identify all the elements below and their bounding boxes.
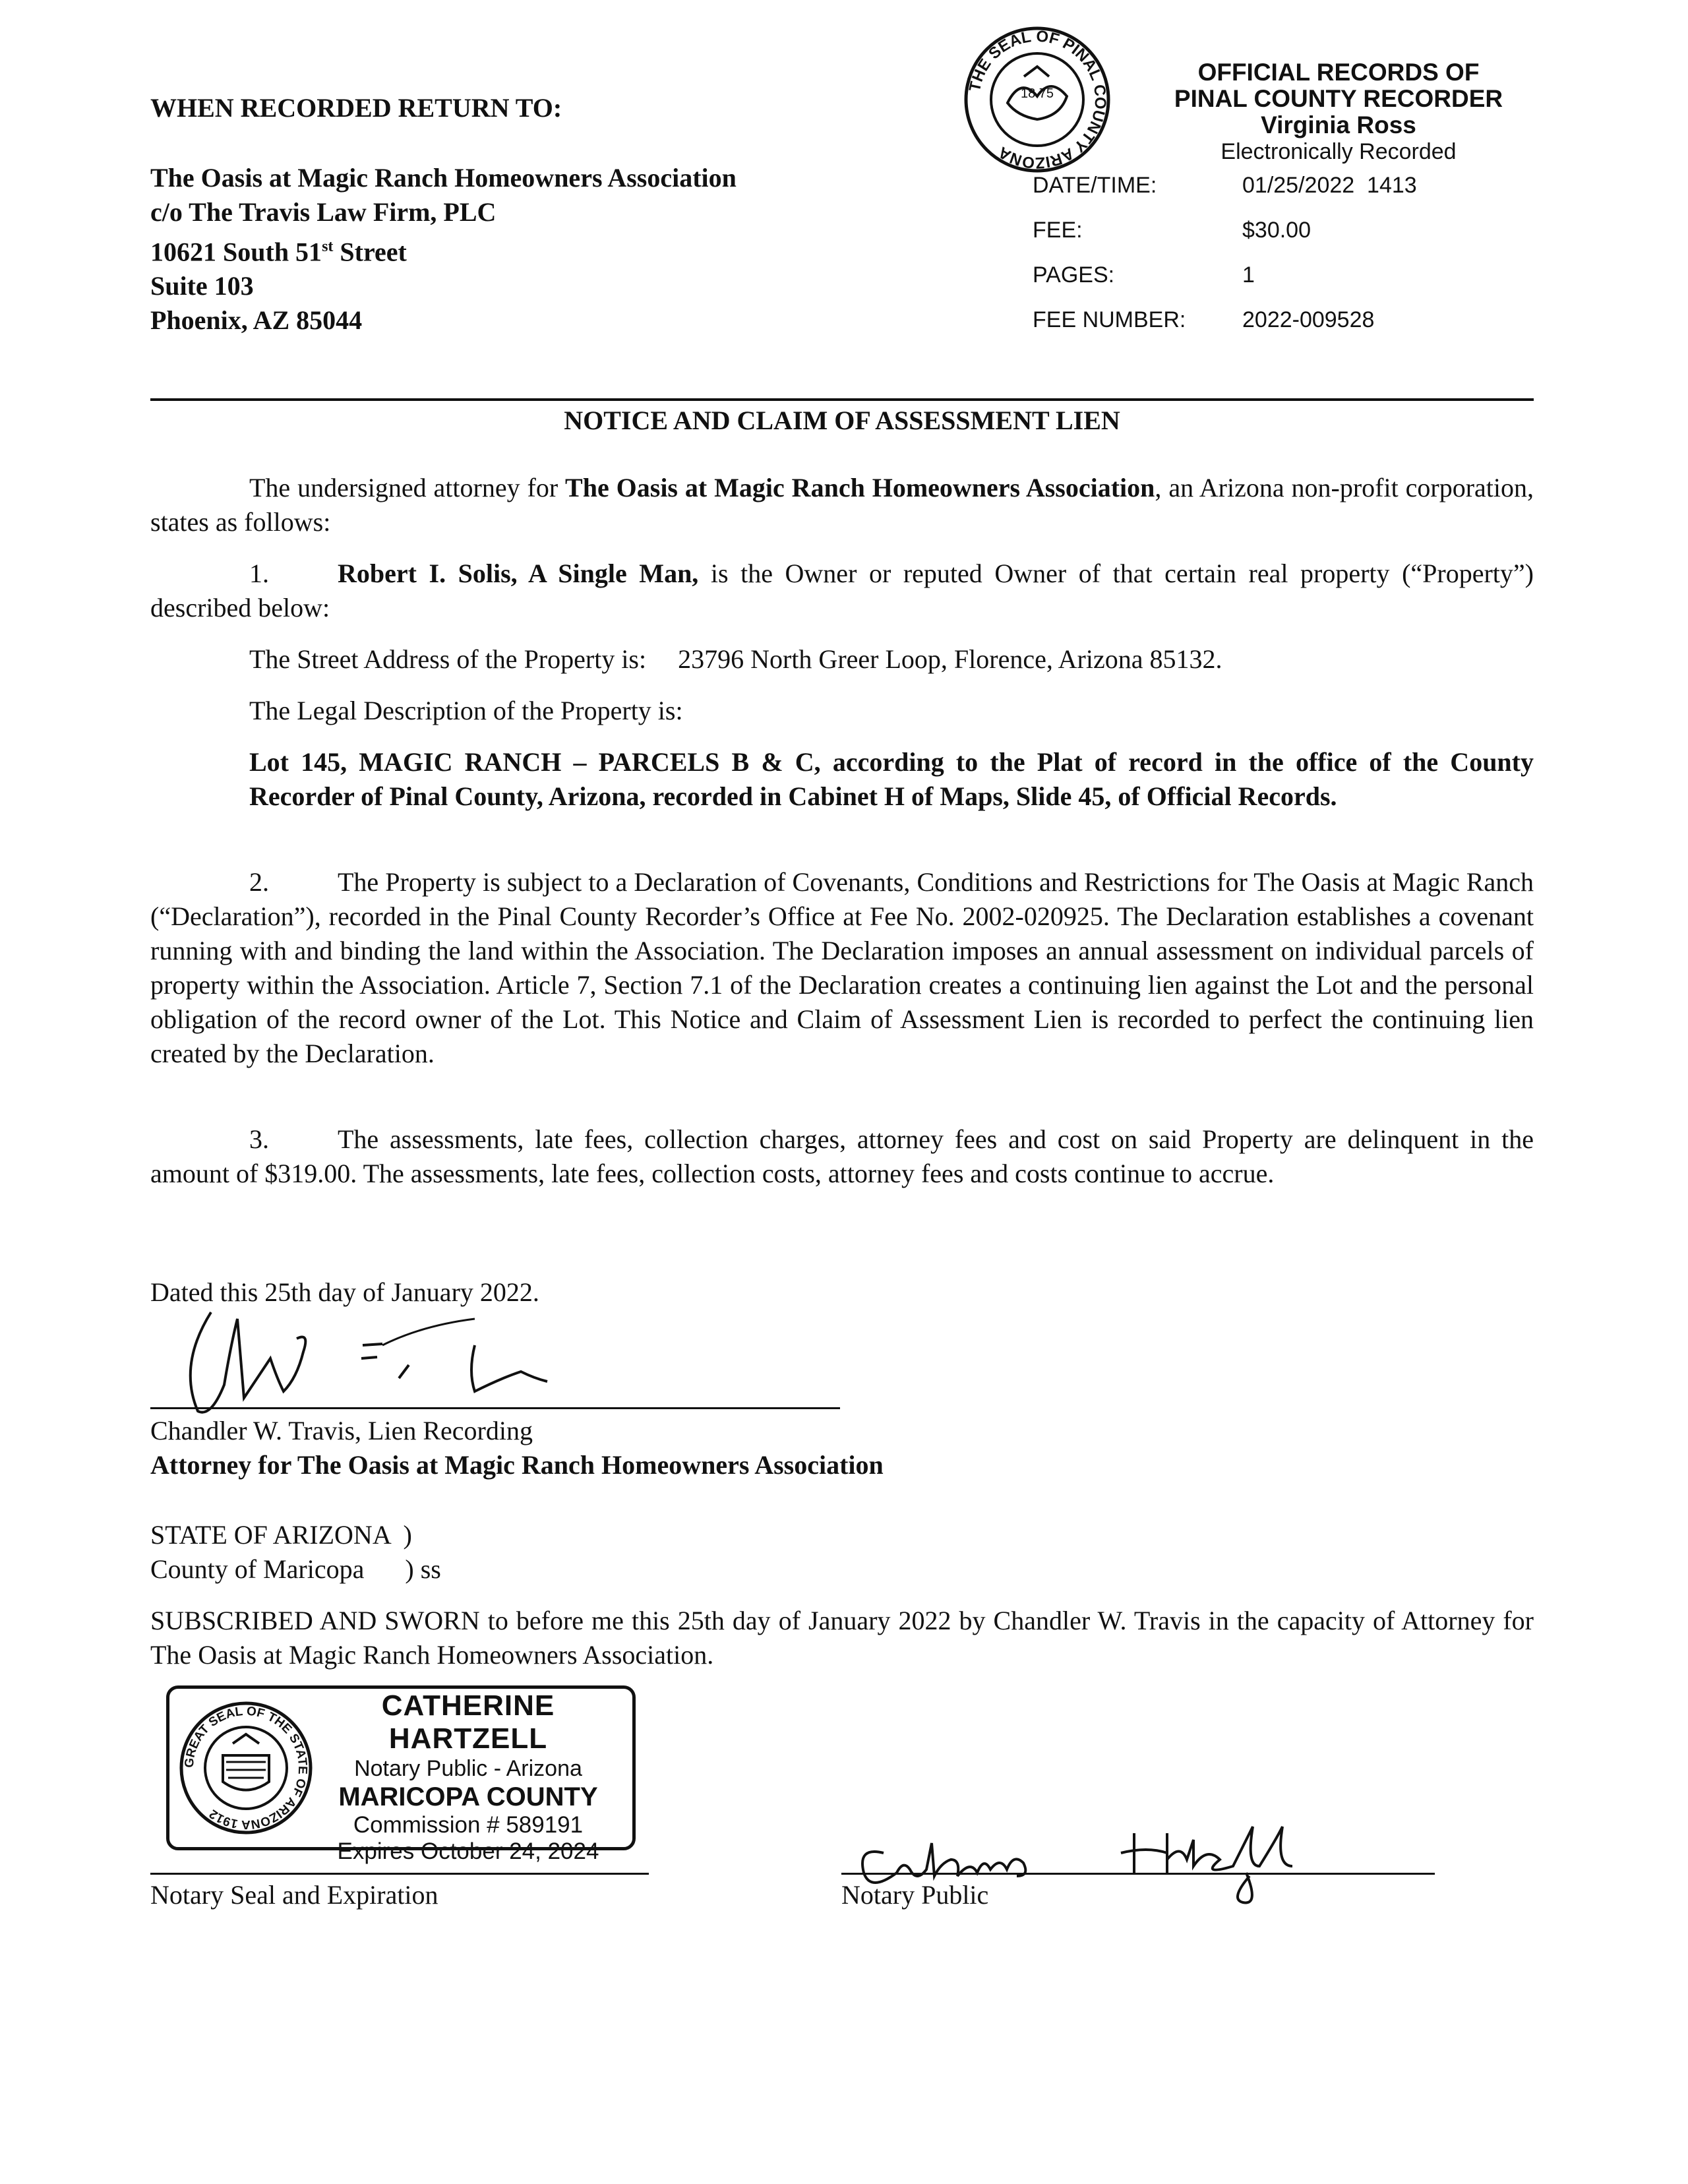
street-address-value: 23796 North Greer Loop, Florence, Arizona 85132.	[678, 644, 1222, 674]
item-number: 1.	[249, 559, 269, 588]
recording-value: 01/25/2022 1413	[1242, 173, 1417, 198]
recorder-title-line: OFFICIAL RECORDS OF	[1197, 59, 1480, 86]
jurat-paragraph: SUBSCRIBED AND SWORN to before me this 25th day of January 2022 by Chandler W. Travis in the capacity of Attorney for The Oasis at Magic Ranch Homeowners Association.	[150, 1606, 1534, 1670]
recording-label: DATE/TIME:	[1033, 173, 1157, 198]
legal-description-label: The Legal Description of the Property is:	[249, 696, 683, 725]
document-title: NOTICE AND CLAIM OF ASSESSMENT LIEN	[564, 406, 1120, 435]
state-seal-ring-text: GREAT SEAL OF THE STATE OF ARIZONA 1912	[182, 1704, 310, 1832]
return-to-line: c/o The Travis Law Firm, PLC	[150, 197, 497, 227]
seal-years: 18 75	[1020, 86, 1054, 101]
street-address-label: The Street Address of the Property is:	[249, 644, 647, 674]
notary-public-label: Notary Public	[841, 1880, 989, 1910]
svg-text:GREAT SEAL OF THE STATE OF ARI	[183, 1705, 309, 1831]
return-to-heading: WHEN RECORDED RETURN TO:	[150, 93, 562, 123]
recording-row	[1033, 218, 1506, 262]
recording-label: FEE NUMBER:	[1033, 307, 1186, 332]
venue-county-name: County of Maricopa	[150, 1554, 365, 1584]
recording-value: $30.00	[1242, 218, 1311, 243]
seal-ring-text: THE SEAL OF PINAL COUNTY ARIZONA	[965, 27, 1110, 172]
recorder-title-line: PINAL COUNTY RECORDER	[1174, 85, 1503, 112]
recorder-status: Electronically Recorded	[1221, 139, 1457, 164]
attorney-signature	[185, 1292, 646, 1424]
item-3-text: The assessments, late fees, collection charges, attorney fees and cost on said Property are delinquent in the amount of $319.00. The assessments, late fees, collection costs, attorney fees and costs continue to accrue.	[150, 1124, 1534, 1188]
notary-jurisdiction: Notary Public - Arizona	[354, 1756, 582, 1781]
intro-paragraph	[150, 471, 1534, 539]
return-to-line: The Oasis at Magic Ranch Homeowners Association	[150, 163, 737, 193]
item-3-paragraph	[150, 1122, 1534, 1191]
notary-signature-line	[841, 1873, 1435, 1875]
street-address-line	[249, 642, 1534, 677]
return-to-line: 10621 South 51st Street	[150, 237, 407, 267]
intro-text: The undersigned attorney for	[249, 473, 566, 502]
attorney-signature-line	[150, 1407, 840, 1409]
recorder-title	[1081, 59, 1596, 165]
recording-row	[1033, 262, 1506, 307]
arizona-state-seal	[177, 1696, 315, 1840]
notary-stamp-text	[310, 1689, 626, 1865]
venue-county	[150, 1554, 441, 1585]
item-number: 3.	[249, 1124, 269, 1154]
recorder-name: Virginia Ross	[1261, 111, 1416, 138]
signer-name: Chandler W. Travis, Lien Recording	[150, 1416, 533, 1445]
recording-row	[1033, 173, 1506, 218]
signer-title: Attorney for The Oasis at Magic Ranch Homeowners Association	[150, 1450, 884, 1480]
item-2-paragraph	[150, 865, 1534, 1071]
item-1-text: is the Owner or reputed Owner of that certain real property (“Property”) described below:	[150, 559, 1534, 622]
owner-name: Robert I. Solis, A Single Man,	[338, 559, 699, 588]
notary-seal-label: Notary Seal and Expiration	[150, 1880, 438, 1910]
notary-seal-line	[150, 1873, 649, 1875]
header-divider	[150, 398, 1534, 401]
item-number: 2.	[249, 867, 269, 897]
intro-text: , an Arizona non-profit corporation, states as follows:	[150, 473, 1534, 537]
item-1-paragraph	[150, 557, 1534, 625]
notary-commission: Commission # 589191	[353, 1812, 584, 1838]
return-to-line: Suite 103	[150, 271, 254, 301]
recording-info-table	[1033, 173, 1506, 352]
recording-row	[1033, 307, 1506, 352]
association-name: The Oasis at Magic Ranch Homeowners Association	[565, 473, 1155, 502]
venue-ss: ) ss	[405, 1554, 441, 1584]
return-to-line: Phoenix, AZ 85044	[150, 305, 363, 336]
recording-value: 2022-009528	[1242, 307, 1375, 332]
venue-state: STATE OF ARIZONA )	[150, 1520, 412, 1550]
recording-label: PAGES:	[1033, 262, 1115, 288]
notary-county: MARICOPA COUNTY	[338, 1782, 598, 1811]
recording-value: 1	[1242, 262, 1255, 288]
item-2-text: The Property is subject to a Declaration of Covenants, Conditions and Restrictions for The Oasis at Magic Ranch (“Declaration”), recorded in the Pinal County Recorder’s Office at Fee No. 2002-020925. The Declaration establishes a covenant running with and binding the land within the Association. The Declaration imposes an annual assessment on individual parcels of property within the Association. Article 7, Section 7.1 of the Declaration creates a continuing lien against the Lot and the personal obligation of the record owner of the Lot. This Notice and Claim of Assessment Lien is recorded to perfect the continuing lien created by the Declaration.	[150, 867, 1534, 1068]
notary-name: CATHERINE HARTZELL	[381, 1689, 555, 1755]
notary-expiration: Expires October 24, 2024	[337, 1838, 599, 1864]
legal-description: Lot 145, MAGIC RANCH – PARCELS B & C, according to the Plat of record in the office of the County Recorder of Pinal County, Arizona, recorded in Cabinet H of Maps, Slide 45, of Official Records.	[249, 747, 1534, 811]
dated-line: Dated this 25th day of January 2022.	[150, 1277, 539, 1307]
return-to-address	[150, 161, 737, 338]
recording-label: FEE:	[1033, 218, 1083, 243]
